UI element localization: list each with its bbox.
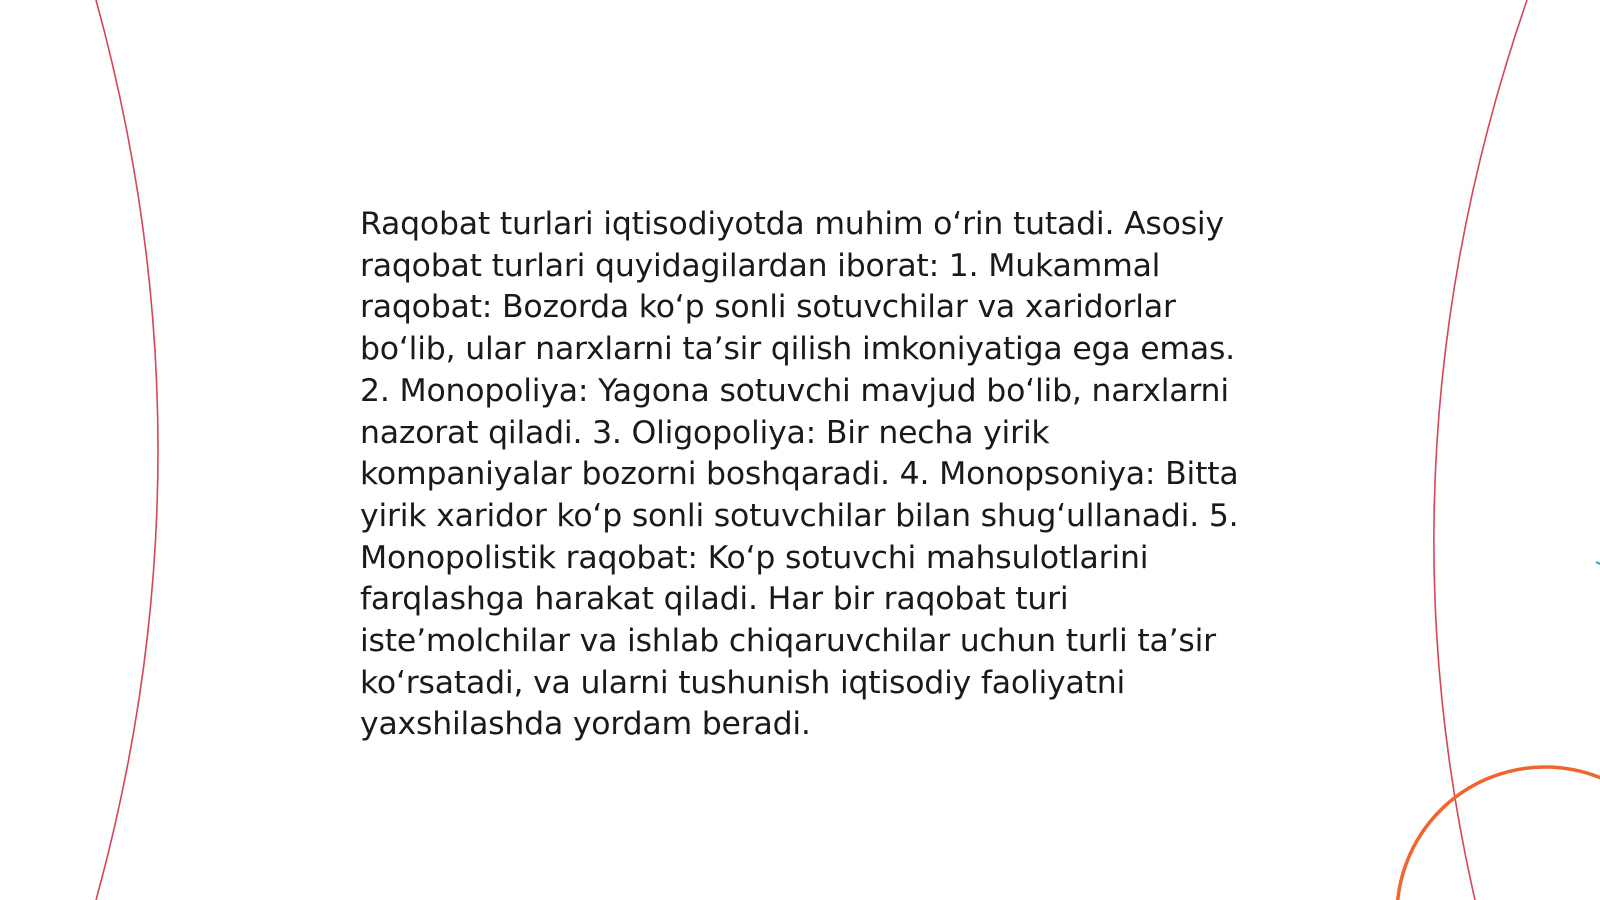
right-arc-line [1434,0,1527,900]
teal-accent-mark [1596,562,1600,564]
left-arc-line [96,0,158,900]
orange-circle-arc [1397,767,1600,900]
slide-body-text: Raqobat turlari iqtisodiyotda muhim oʻrin tutadi. Asosiy raqobat turlari quyidagilardan iborat: 1. Mukammal raqobat: Bozorda koʻp sonli sotuvchilar va xaridorlar boʻlib, ular narxlarni taʼsir qilish imkoniyatiga ega emas. 2. Monopoliya: Yagona sotuvchi mavjud boʻlib, narxlarni nazorat qiladi. 3. Oligopoliya: Bir necha yirik kompaniyalar bozorni boshqaradi. 4. Monopsoniya: Bitta yirik xaridor koʻp sonli sotuvchilar bilan shugʻullanadi. 5. Monopolistik raqobat: Koʻp sotuvchi mahsulotlarini farqlashga harakat qiladi. Har bir raqobat turi isteʼmolchilar va ishlab chiqaruvchilar uchun turli taʼsir koʻrsatadi, va ularni tushunish iqtisodiy faoliyatni yaxshilashda yordam beradi. [360,206,1239,743]
